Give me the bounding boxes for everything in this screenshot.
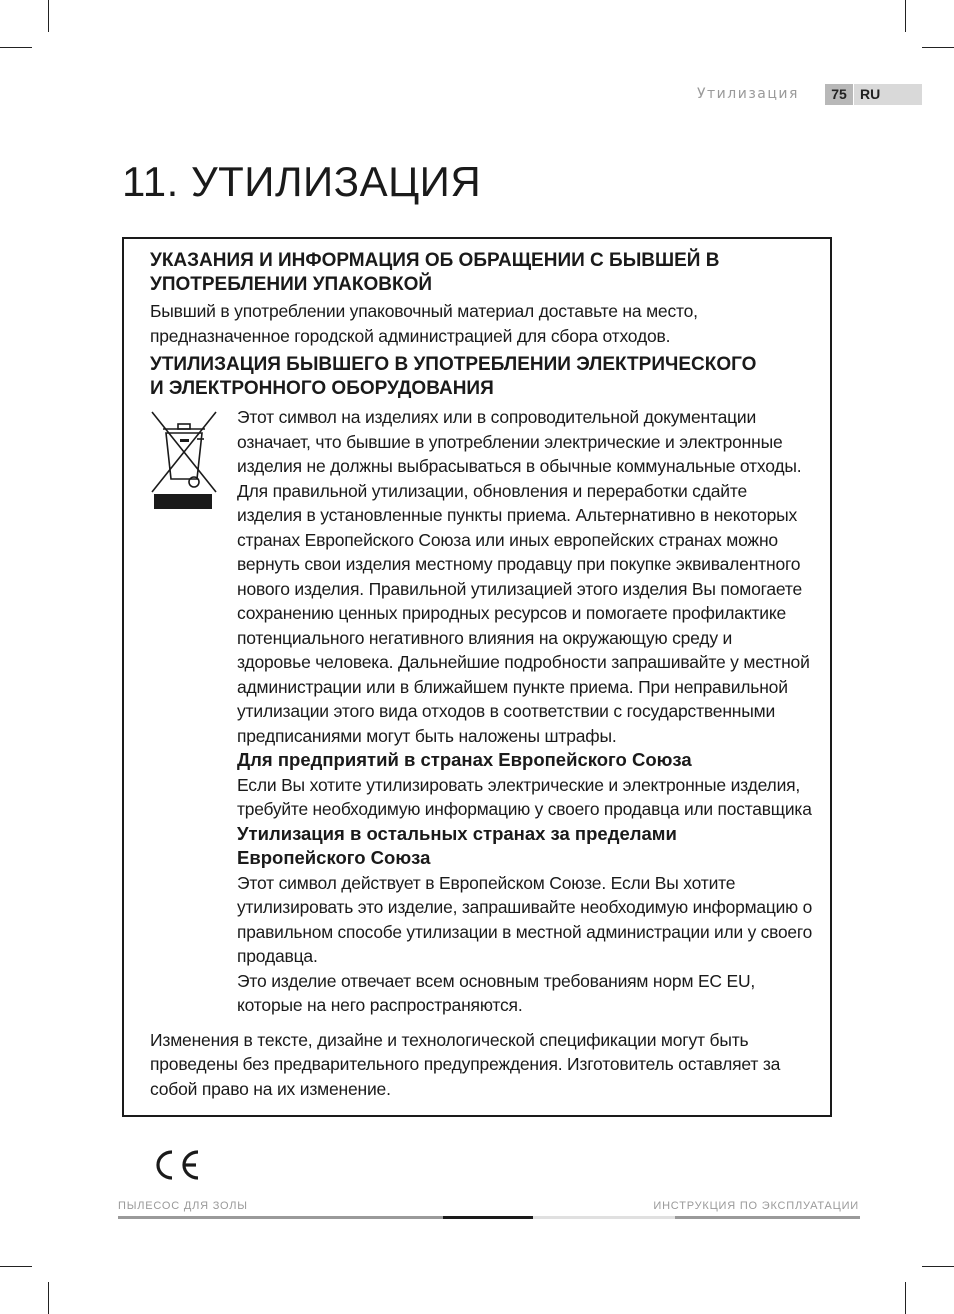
weee-black-bar [154,494,212,509]
weee-heading: И ЭЛЕКТРОННОГО ОБОРУДОВАНИЯ [150,378,494,399]
weee-text-line: предписаниями могут быть наложены штрафы. [237,725,617,746]
packaging-text-line: Бывший в употреблении упаковочный материал доставьте на место, [150,301,698,321]
weee-text-line: Для правильной утилизации, обновления и переработки сдайте [237,480,748,501]
weee-text-line: здоровье человека. Дальнейшие подробности запрашивайте у местной [237,652,810,672]
footer-doc-type: ИНСТРУКЦИЯ ПО ЭКСПЛУАТАЦИИ [653,1200,859,1212]
weee-text-line: сохранению ценных природных ресурсов и помогаете профилактике [237,603,787,623]
non-eu-text-line: правильном способе утилизации в местной администрации или у своего [237,921,813,942]
ce-text-line: которые на него распространяются. [237,995,523,1015]
weee-text-line: означает, что бывшие в употреблении электрические и электронные [237,431,783,452]
weee-text-line: нового изделия. Правильной утилизацией этого изделия Вы помогаете [237,578,803,599]
weee-section [150,405,812,1018]
weee-heading: УТИЛИЗАЦИЯ БЫВШЕГО В УПОТРЕБЛЕНИИ ЭЛЕКТРИЧЕСКОГО [150,354,757,375]
eu-business-heading: Для предприятий в странах Европейского Союза [237,749,692,770]
weee-text-line: потенциального негативного влияния на окружающую среду и [237,627,733,648]
footer-rule [533,1216,675,1219]
non-eu-text-line: продавца. [237,946,318,966]
weee-text-line: изделия не должны выбрасываться в обычные коммунальные отходы. [237,456,802,476]
weee-text-line: Этот символ на изделиях или в сопроводительной документации [237,407,757,427]
weee-text-line: вернуть свои изделия местному продавцу при покупке эквивалентного [237,554,801,574]
weee-text-line: изделия в установленные пункты приема. Альтернативно в некоторых [237,505,798,525]
crop-mark [0,47,32,48]
weee-text-line: утилизации этого вида отходов в соответствии с государственными [237,701,776,721]
ce-mark-icon [150,1147,202,1183]
crop-mark [48,1282,49,1314]
eu-business-text-line: требуйте необходимую информацию у своего продавца или поставщика [237,799,812,819]
weee-text-line: странах Европейского Союза или иных европейских странах можно [237,529,778,550]
crop-mark [0,1266,32,1267]
disclaimer-line: Изменения в тексте, дизайне и технологической спецификации могут быть [150,1029,749,1050]
eu-business-text-line: Если Вы хотите утилизировать электрические и электронные изделия, [237,774,801,795]
non-eu-text-line: Этот символ действует в Европейском Союзе. Если Вы хотите [237,872,736,893]
disclaimer-line: собой право на их изменение. [150,1078,391,1099]
non-eu-text-line: утилизировать это изделие, запрашивайте необходимую информацию о [237,897,813,917]
running-header-section: Утилизация [697,86,799,102]
footer-product-name: ПЫЛЕСОС ДЛЯ ЗОЛЫ [118,1200,248,1212]
footer-rule [443,1216,533,1219]
weee-text-line: администрации или в ближайшем пункте приема. При неправильной [237,676,788,697]
page-number: 75 [825,84,853,105]
content-body [150,249,812,1101]
disclaimer [150,1028,812,1102]
non-eu-heading: Европейского Союза [237,847,431,868]
crop-mark [905,0,906,32]
footer-rule [118,1216,443,1219]
packaging-heading: УКАЗАНИЯ И ИНФОРМАЦИЯ ОБ ОБРАЩЕНИИ С БЫВШЕЙ В УПОТРЕБЛЕНИИ УПАКОВКОЙ [150,250,720,295]
ce-text-line: Это изделие отвечает всем основным требованиям норм ЕС EU, [237,970,756,991]
crossed-out-wheelie-bin-icon [150,409,220,495]
crop-mark [48,0,49,32]
packaging-text-line: предназначенное городской администрацией для сбора отходов. [150,325,671,346]
page-title: 11. УТИЛИЗАЦИЯ [122,158,482,205]
disclaimer-line: проведены без предварительного предупреждения. Изготовитель оставляет за [150,1054,781,1074]
crop-mark [922,1266,954,1267]
language-badge: RU [854,84,922,105]
content-frame [122,237,832,1117]
crop-mark [905,1282,906,1314]
weee-text [237,405,812,1018]
crop-mark [922,47,954,48]
non-eu-heading: Утилизация в остальных странах за пределами [237,822,677,844]
footer-rule [675,1216,860,1219]
